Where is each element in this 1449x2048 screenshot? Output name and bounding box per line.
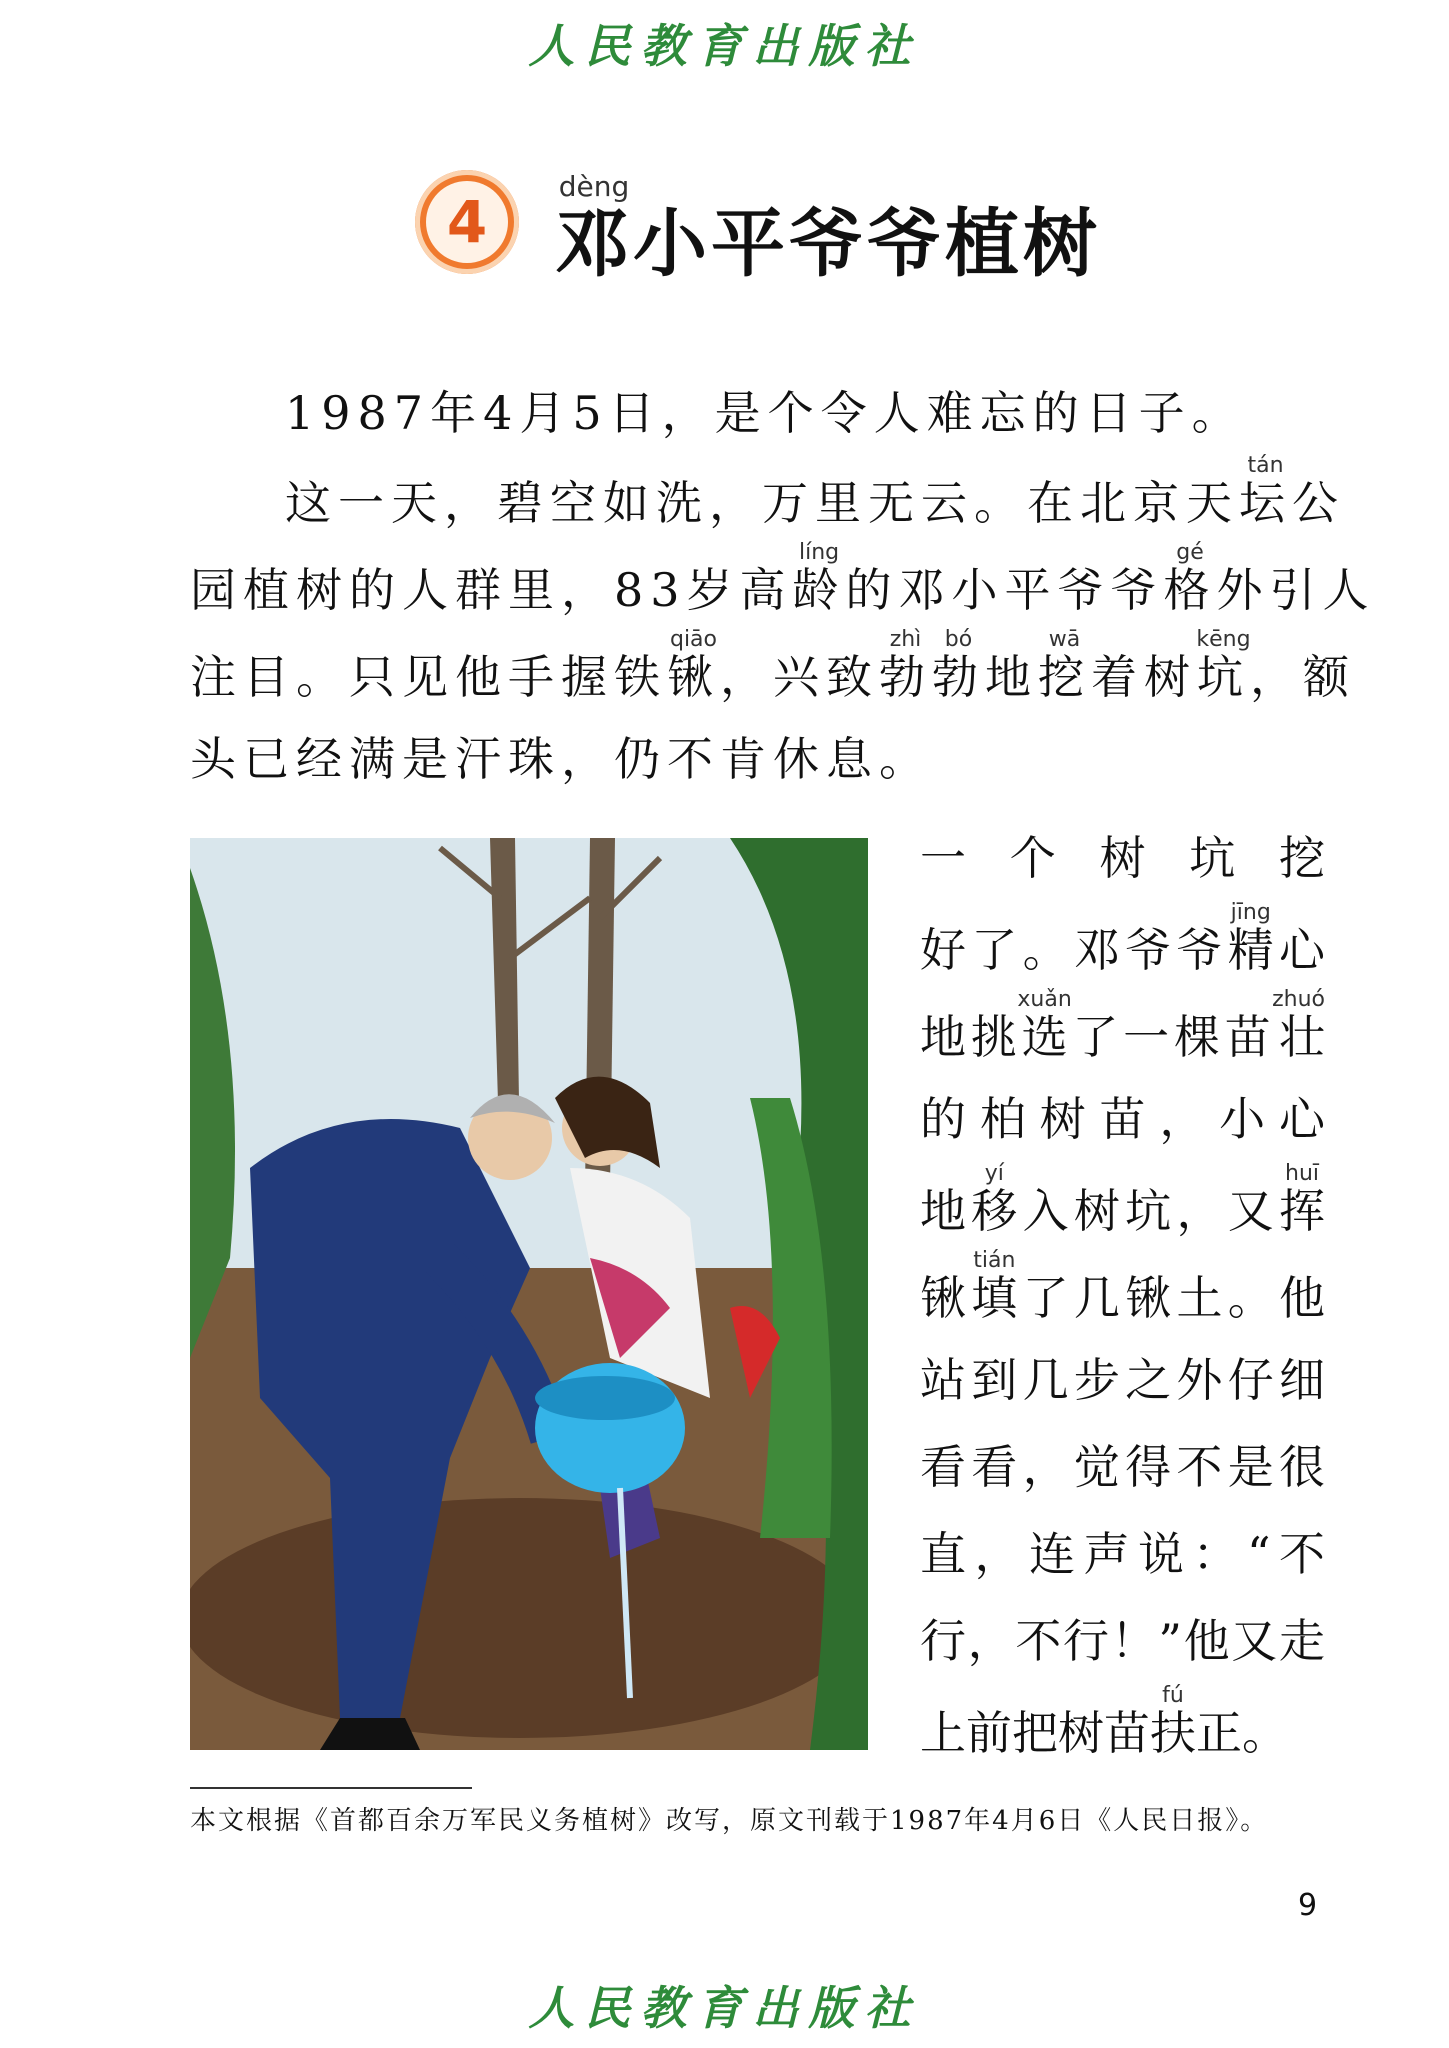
tree-planting-photo [190, 838, 868, 1750]
col-line-4: 的柏树苗，小心 [920, 1092, 1325, 1146]
col-line-9: 直，连声说：“不 [920, 1527, 1325, 1581]
pinyin: wā [1038, 627, 1091, 652]
text-run: 注目。只见他手握铁 [190, 650, 667, 704]
publisher-logo-bottom: 人民教育出版社 [528, 1981, 921, 2035]
text-run: 入树坑，又 [1022, 1184, 1280, 1238]
publisher-logo-top: 人民教育出版社 [528, 19, 921, 73]
text-run: 好了。邓爷爷 [920, 923, 1228, 977]
footnote: 本文根据《首都百余万军民义务植树》改写，原文刊载于1987年4月6日《人民日报》。 [190, 1806, 1269, 1836]
paragraph-2-line-4: 头已经满是汗珠，仍不肯休息。 [190, 732, 932, 786]
text-run: ，额 [1250, 650, 1356, 704]
ruby-base: 勃 [879, 650, 932, 704]
photo-illustration [190, 838, 868, 1750]
col-line-3 [920, 989, 1325, 1076]
col-line-6 [920, 1250, 1325, 1337]
paragraph-3 [920, 815, 1325, 1772]
ruby-base: 格 [1163, 563, 1217, 617]
paragraph-1 [190, 370, 1330, 457]
ruby-base: 锹 [667, 650, 720, 704]
col-line-5 [920, 1163, 1325, 1250]
text-run: 园植树的人群里，83岁高 [190, 563, 793, 617]
ruby-base: 挥 [1279, 1184, 1326, 1238]
pinyin: kēng [1196, 627, 1251, 652]
ruby-base: 精 [1227, 923, 1280, 977]
text-run: 外引人 [1216, 563, 1376, 617]
ruby-base: 龄 [792, 563, 846, 617]
title-rest: 小平爷爷植树 [633, 201, 1101, 287]
page-number: 9 [1298, 1888, 1318, 1923]
page-title [555, 170, 1101, 291]
text-run: 了几锹土。他 [1022, 1271, 1326, 1325]
ruby-base: 坑 [1196, 650, 1251, 704]
text-run: 正。 [1196, 1706, 1288, 1760]
ruby-base: 坛 [1239, 476, 1292, 530]
pinyin: gé [1163, 540, 1217, 565]
ruby-base: 勃 [932, 650, 985, 704]
pinyin: zhuó [1272, 987, 1325, 1012]
pinyin: yí [971, 1161, 1018, 1186]
text-run: 公 [1292, 476, 1345, 530]
paragraph-1-text: 1987年4月5日，是个令人难忘的日子。 [285, 386, 1245, 440]
pinyin: fú [1150, 1683, 1196, 1708]
pinyin: líng [792, 540, 846, 565]
col-line-10: 行，不行！”他又走 [920, 1614, 1325, 1668]
lesson-number: 4 [426, 181, 508, 263]
title-char-deng: 邓 [555, 201, 633, 287]
ruby-base: 填 [971, 1271, 1023, 1325]
pinyin-deng: dèng [555, 170, 633, 203]
text-run: 地挑 [920, 1010, 1022, 1064]
ruby-base: 挖 [1038, 650, 1091, 704]
col-line-11 [920, 1685, 1325, 1772]
text-run: 地 [985, 650, 1038, 704]
lesson-number-badge [415, 170, 519, 274]
pinyin: tán [1239, 453, 1292, 478]
ruby-base: 壮 [1272, 1010, 1325, 1064]
text-run: ，兴致 [720, 650, 879, 704]
text-run: 上前把树苗 [920, 1706, 1150, 1760]
text-run: 了一棵苗 [1067, 1010, 1276, 1064]
pinyin: xuǎn [1017, 987, 1072, 1012]
paragraph-2-line-1 [190, 453, 1345, 542]
pinyin: huī [1279, 1161, 1326, 1186]
pinyin: qiāo [667, 627, 720, 652]
paragraph-2-line-2 [190, 540, 1376, 629]
text-run: 锹 [920, 1271, 972, 1325]
col-line-7: 站到几步之外仔细 [920, 1353, 1325, 1407]
pinyin: jīng [1227, 900, 1274, 925]
footnote-divider [190, 1787, 472, 1789]
text-run: 这一天，碧空如洗，万里无云。在北京天 [285, 476, 1239, 530]
pinyin: zhì [879, 627, 932, 652]
paragraph-2 [190, 453, 1376, 803]
ruby-base: 选 [1017, 1010, 1072, 1064]
ruby-base: 扶 [1150, 1706, 1196, 1760]
paragraph-2-line-3 [190, 627, 1356, 716]
text-run: 着树 [1091, 650, 1197, 704]
pinyin: bó [932, 627, 985, 652]
col-line-2 [920, 902, 1325, 989]
col-line-1: 一个树坑挖 [920, 831, 1325, 885]
col-line-8: 看看，觉得不是很 [920, 1440, 1325, 1494]
text-run: 地 [920, 1184, 972, 1238]
ruby-base: 移 [971, 1184, 1023, 1238]
pinyin: tián [971, 1248, 1018, 1273]
text-run: 的邓小平爷爷 [845, 563, 1164, 617]
text-run: 心 [1279, 923, 1326, 977]
